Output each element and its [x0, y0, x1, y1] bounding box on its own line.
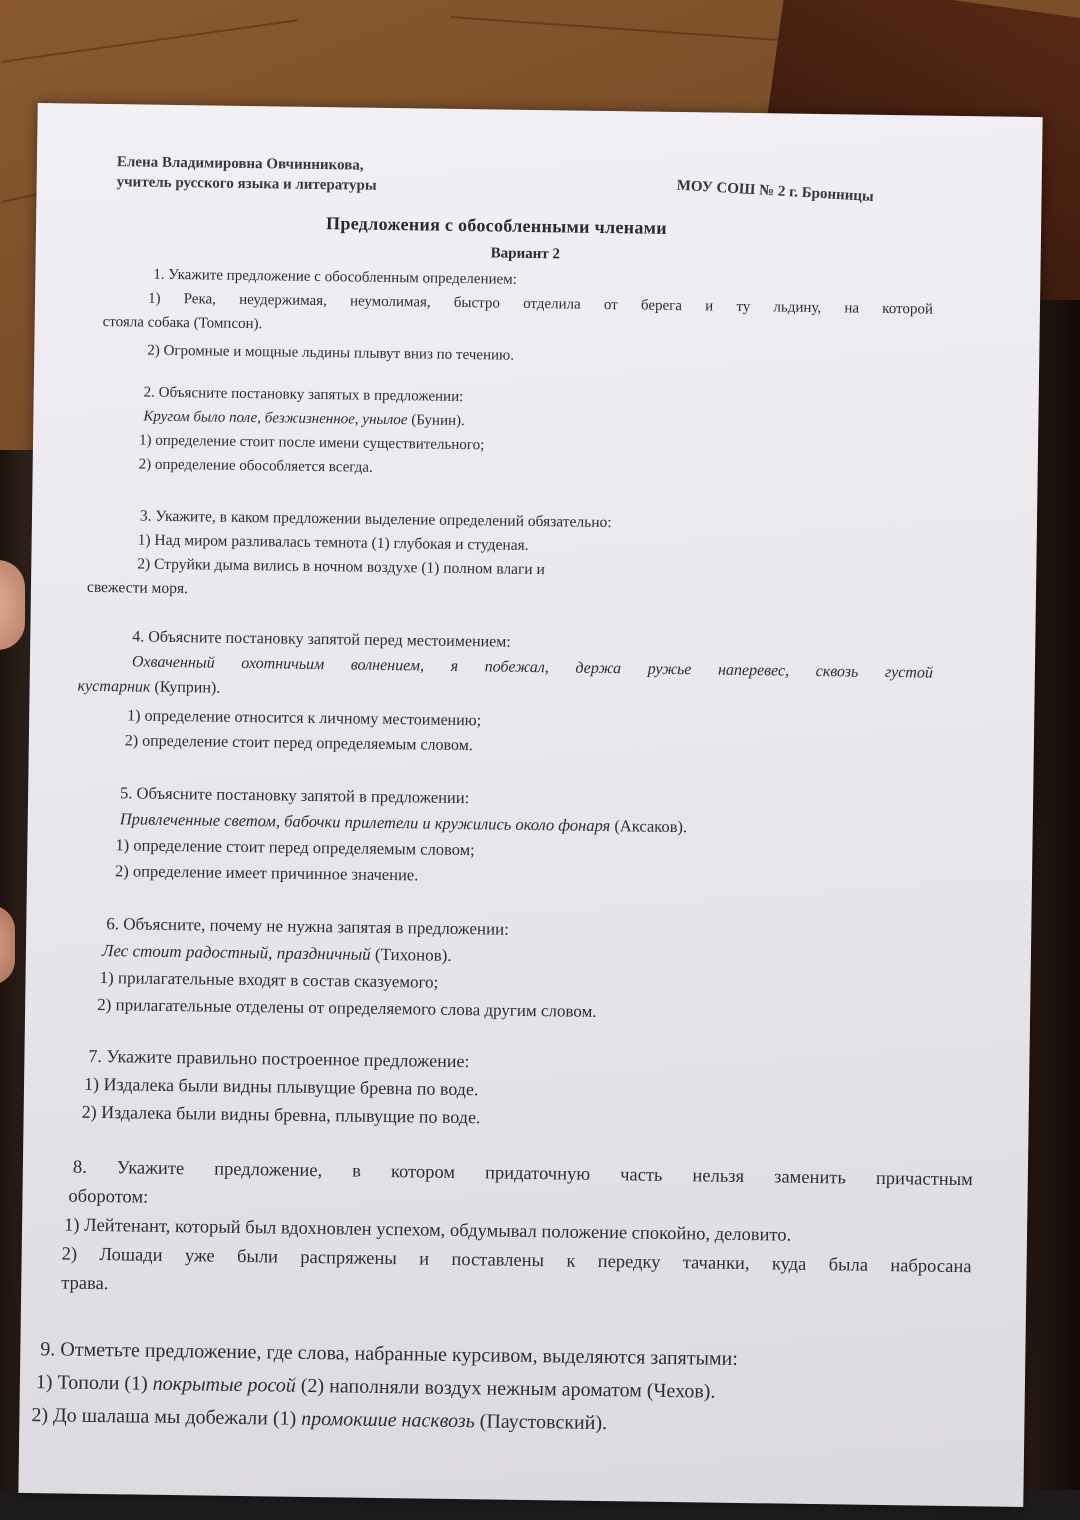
option-2-continued: свежести моря. — [86, 578, 189, 598]
option-2: 2) определение имеет причинное значение. — [114, 861, 419, 885]
example-source: (Аксаков). — [610, 816, 688, 837]
example-source: (Куприн). — [150, 678, 221, 697]
option-2-text: 2) До шалаша мы добежали (1) — [31, 1404, 302, 1430]
option-1: 1) определение стоит перед определяемым словом; — [115, 835, 475, 860]
option-2: 2) прилагательные отделены от определяемого слова другим словом. — [97, 994, 597, 1021]
worksheet-page — [18, 103, 1042, 1507]
question-prompt: 3. Укажите, в каком предложении выделение определений обязательно: — [139, 507, 612, 532]
question-prompt: 1. Укажите предложение с обособленным определением: — [153, 266, 517, 288]
example-italic: Кругом было поле, безжизненное, унылое — [143, 408, 408, 429]
question-2 — [138, 381, 944, 488]
question-prompt: 4. Объясните постановку запятой перед местоимением: — [132, 628, 511, 651]
question-prompt: 7. Укажите правильно построенное предложение: — [88, 1045, 470, 1072]
question-prompt: 6. Объясните, почему не нужна запятая в предложении: — [106, 914, 510, 939]
option-2: 2) Лошади уже были распряжены и поставлены к передку тачанки, куда была набросана — [61, 1244, 972, 1278]
question-4 — [77, 624, 934, 765]
school-name: МОУ СОШ № 2 г. Бронницы — [676, 177, 875, 206]
option-1: 1) прилагательные входят в состав сказуемого; — [99, 968, 439, 992]
author-block — [117, 152, 378, 196]
option-2: 2) Издалека были видны бревна, плывущие по воде. — [81, 1101, 481, 1128]
author-name: Елена Владимировна Овчинникова, — [116, 154, 364, 174]
floor-line — [1, 19, 298, 63]
option-1-text: 1) Тополи (1) — [35, 1371, 153, 1395]
question-6 — [97, 910, 926, 1029]
question-prompt: 9. Отметьте предложение, где слова, набранные курсивом, выделяются запятыми: — [40, 1338, 739, 1370]
question-9 — [31, 1333, 940, 1445]
option-2-continued: трава. — [61, 1273, 109, 1295]
option-1: 1) Над миром разливалась темнота (1) глубокая и студеная. — [137, 531, 529, 554]
question-prompt: 8. Укажите предложение, в котором придаточную часть нельзя заменить причастным — [72, 1157, 973, 1191]
author-role: учитель русского языка и литературы — [116, 174, 377, 194]
question-3 — [87, 504, 888, 611]
option-1: 1) Издалека были видны плывущие бревна по воде. — [83, 1073, 479, 1100]
option-1-italic: покрытые росой — [152, 1372, 297, 1397]
question-5 — [114, 780, 920, 895]
worksheet-title: Предложения с обособленными членами — [325, 213, 668, 238]
option-1-rest: (2) наполняли воздух нежным ароматом (Чехов). — [295, 1374, 716, 1403]
variant-label: Вариант 2 — [490, 245, 561, 263]
option-1: 1) определение относится к личному местоимению; — [127, 707, 482, 730]
example-italic: Привлеченные светом, бабочки прилетели и кружились около фонаря — [119, 809, 611, 836]
question-7 — [81, 1042, 908, 1137]
example-sentence: Охваченный охотничьим волнением, я побежал, держа ружье наперевес, сквозь густой — [131, 653, 933, 682]
question-1 — [102, 262, 933, 374]
example-source: (Тихонов). — [370, 944, 452, 965]
option-1-continued: стояла собака (Томпсон). — [102, 313, 263, 333]
option-1: 1) Лейтенант, который был вдохновлен успехом, обдумывал положение спокойно, деловито. — [63, 1215, 792, 1246]
option-2: 2) определение обособляется всегда. — [138, 456, 373, 476]
option-2-rest: (Паустовский). — [474, 1410, 608, 1435]
option-1: 1) определение стоит после имени существительного; — [138, 432, 485, 454]
option-2: 2) Огромные и мощные льдины плывут вниз по течению. — [147, 342, 515, 364]
question-prompt: 2. Объясните постановку запятых в предложении: — [143, 384, 464, 406]
option-1: 1) Река, неудержимая, неумолимая, быстро отделила от берега и ту льдину, на которой — [147, 290, 934, 318]
example-italic: кустарник — [77, 677, 151, 696]
question-8 — [61, 1154, 973, 1312]
question-prompt: 5. Объясните постановку запятой в предложении: — [119, 783, 470, 808]
option-2-italic: промокшие насквозь — [301, 1407, 475, 1433]
option-2: 2) определение стоит перед определяемым словом. — [124, 732, 473, 755]
question-prompt-continued: оборотом: — [68, 1186, 149, 1208]
option-2: 2) Струйки дыма вились в ночном воздухе (1) полном влаги и — [137, 555, 545, 579]
example-source: (Бунин). — [407, 412, 465, 430]
example-italic: Лес стоит радостный, праздничный — [101, 941, 371, 964]
